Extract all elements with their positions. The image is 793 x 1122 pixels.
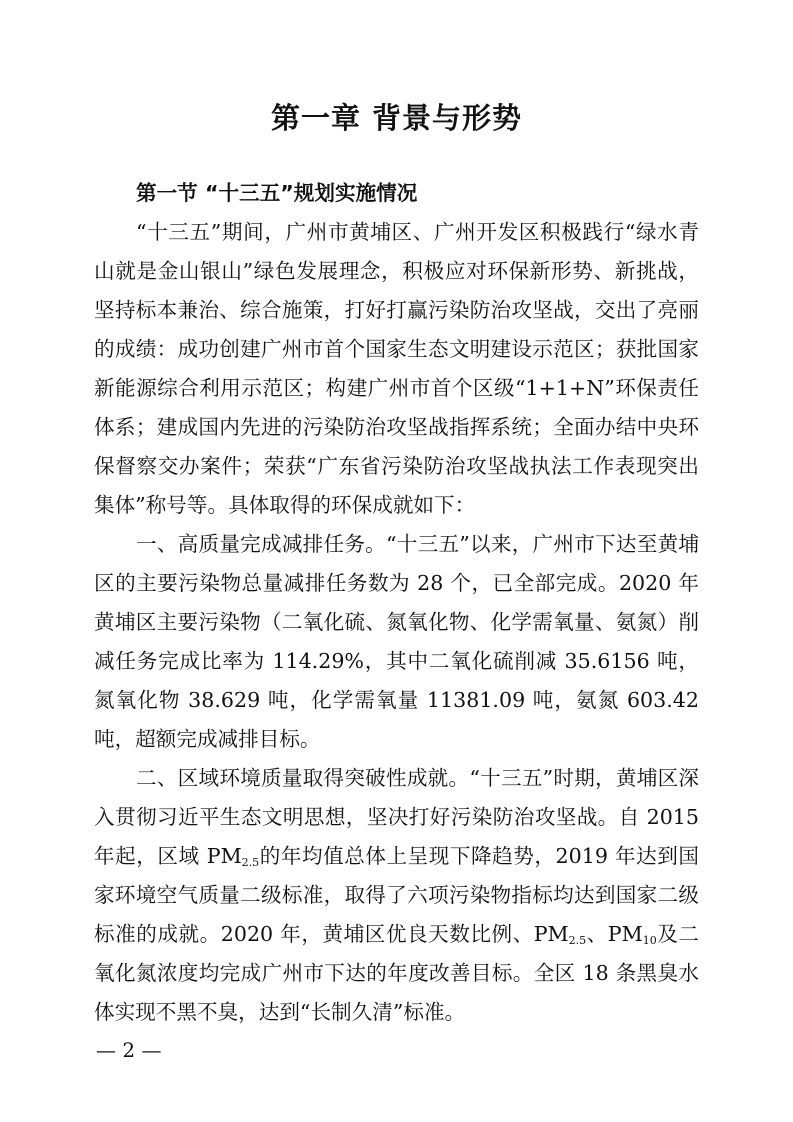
- chapter-title: 第一章 背景与形势: [270, 101, 523, 135]
- environment-quality-text-3: 、PM: [586, 922, 643, 946]
- pm10-subscript: 10: [642, 934, 657, 947]
- environment-quality-paragraph: [94, 759, 699, 1032]
- intro-paragraph: “十三五”期间，广州市黄埔区、广州开发区积极践行“绿水青山就是金山银山”绿色发展理念，积极应对环保新形势、新挑战，坚持标本兼治、综合施策，打好打赢污染防治攻坚战，交出了亮丽的成绩：成功创建广州市首个国家生态文明建设示范区；获批国家新能源综合利用示范区；构建广州市首个区级“1+1+N”环保责任体系；建成国内先进的污染防治攻坚战指挥系统；全面办结中央环保督察交办案件；荣获“广东省污染防治攻坚战执法工作表现突出集体”称号等。具体取得的环保成就如下：: [94, 220, 699, 517]
- environment-quality-text-2: 的年均值总体上呈现下降趋势，2019 年达到国家环境空气质量二级标准，取得了六项污染物指标均达到国家二级标准的成就。2020 年，黄埔区优良天数比例、PM: [94, 844, 699, 946]
- pm25-subscript: 2.5: [568, 934, 587, 947]
- environment-quality-text-4: 及二氧化氮浓度均完成广州市下达的年度改善目标。全区 18 条黑臭水体实现不黑不臭，达到“长制久清”标准。: [94, 922, 699, 1024]
- section-title: 第一节 “十三五”规划实施情况: [136, 181, 418, 205]
- page-number: — 2 —: [96, 1038, 162, 1062]
- environment-quality-text-1: 二、区域环境质量取得突破性成就。“十三五”时期，黄埔区深入贯彻习近平生态文明思想，坚决打好污染防治攻坚战。自 2015 年起，区域 PM: [94, 766, 699, 868]
- emission-reduction-paragraph: 一、高质量完成减排任务。“十三五”以来，广州市下达至黄埔区的主要污染物总量减排任务数为 28 个，已全部完成。2020 年黄埔区主要污染物（二氧化硫、氮氧化物、化学需氧量、氨氮）削减任务完成比率为 114.29%，其中二氧化硫削减 35.6156 吨，氮氧化物 38.629 吨，化学需氧量 11381.09 吨，氨氮 603.42 吨，超额完成减排目标。: [94, 532, 699, 751]
- body-text: [94, 174, 699, 1032]
- pm25-subscript: 2.5: [241, 856, 260, 869]
